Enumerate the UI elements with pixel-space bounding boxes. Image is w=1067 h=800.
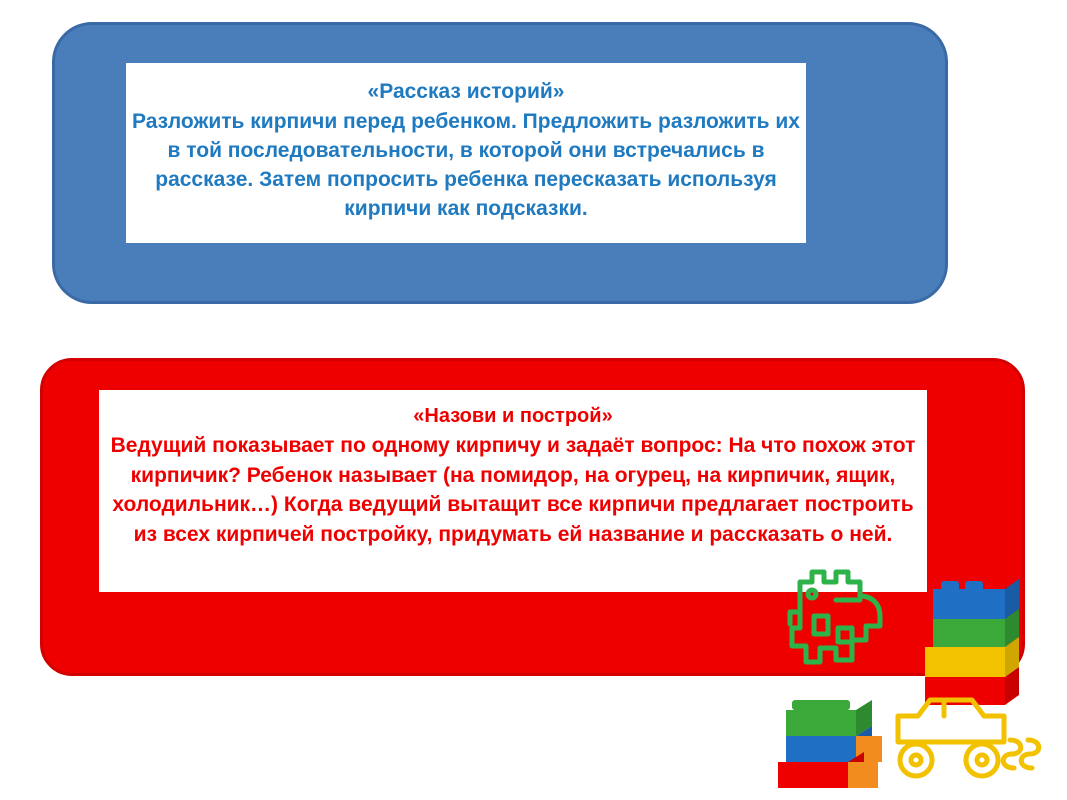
card-name-and-build-body: Ведущий показывает по одному кирпичу и задаёт вопрос: На что похож этот кирпичик? Ребенок называет (на помидор, на огурец, на кирпичик, ящик, холодильник…) Когда ведущий вытащит все кирпичи предлагает построить из всех кирпичей постройку, придумать ей название и рассказать о ней. [110,434,916,546]
lego-brick-stack-bottom [778,700,882,788]
card-story-telling-title: «Рассказ историй» [367,80,565,103]
card-name-and-build-textbox [99,390,927,592]
card-name-and-build-title: «Назови и построй» [413,405,613,427]
card-story-telling-textbox [126,63,806,243]
card-story-telling [52,22,948,304]
card-name-and-build [40,358,1025,676]
card-story-telling-body: Разложить кирпичи перед ребенком. Предложить разложить их в той последовательности, в которой они встречались в рассказе. Затем попросить ребенка пересказать используя кирпичи как подсказки. [132,110,800,220]
yellow-car-outline [898,700,1039,776]
